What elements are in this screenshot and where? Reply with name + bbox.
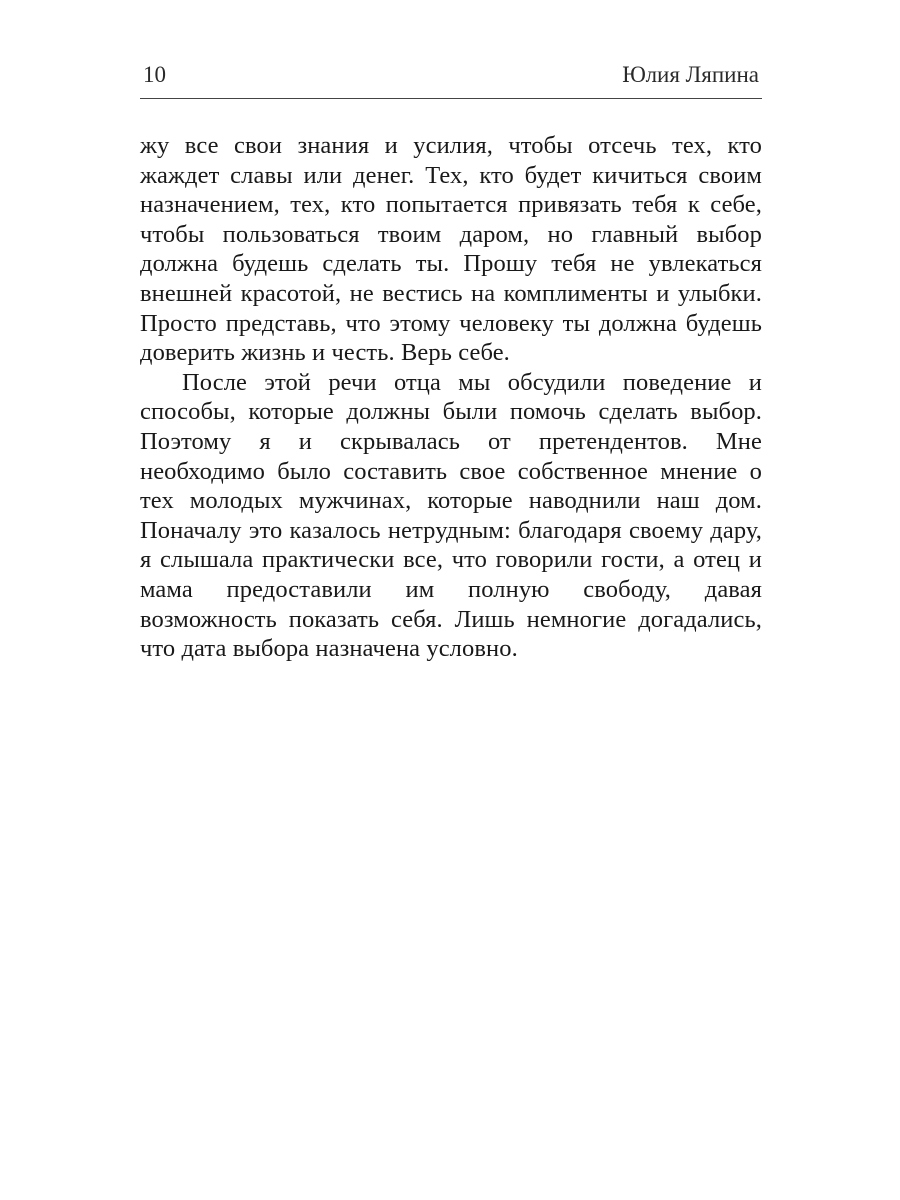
author-name: Юлия Ляпина (622, 62, 759, 87)
running-header (140, 62, 762, 98)
header-rule (140, 98, 762, 99)
page-number: 10 (143, 62, 166, 87)
body-text (140, 131, 762, 664)
page-content (140, 62, 762, 664)
paragraph-continuation: жу все свои знания и усилия, чтобы отсечь тех, кто жаждет славы или денег. Тех, кто будет кичиться своим назначением, тех, кто попытается привязать тебя к себе, чтобы пользоваться твоим даром, но главный выбор должна будешь сделать ты. Прошу тебя не увлекаться внешней красотой, не вестись на комплименты и улыбки. Просто представь, что этому человеку ты должна будешь доверить жизнь и честь. Верь себе. (140, 132, 762, 367)
paragraph-second: После этой речи отца мы обсудили поведение и способы, которые должны были помочь сделать выбор. Поэтому я и скрывалась от претендентов. Мне необходимо было составить свое собственное мнение о тех молодых мужчинах, которые наводнили наш дом. Поначалу это казалось нетрудным: благодаря своему дару, я слышала практически все, что говорили гости, а отец и мама предоставили им полную свободу, давая возможность показать себя. Лишь немногие догадались, что дата выбора назначена условно. (140, 368, 762, 663)
